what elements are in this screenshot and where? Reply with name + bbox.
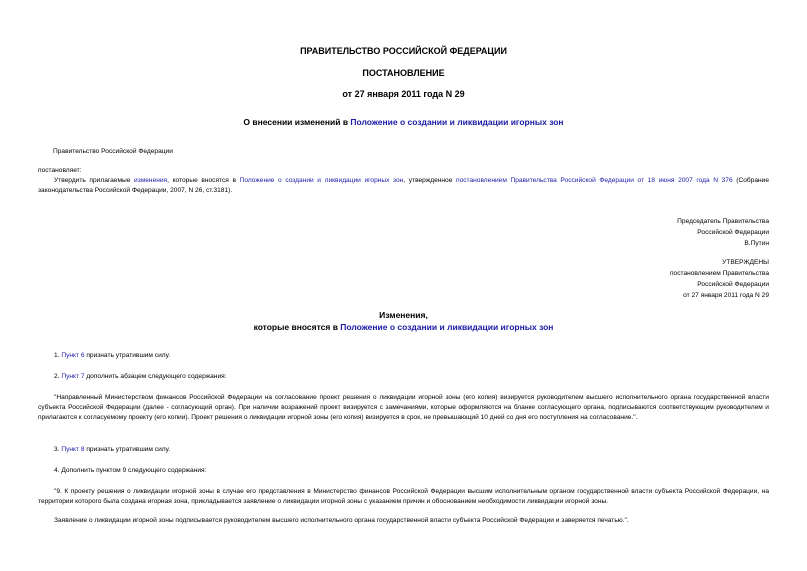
signature-block xyxy=(677,216,769,249)
approval-line-3: Российской Федерации xyxy=(697,281,769,288)
government-line: Правительство Российской Федерации xyxy=(53,148,173,155)
item-1-text: признать утратившим силу. xyxy=(84,352,171,359)
document-type: ПОСТАНОВЛЕНИЕ xyxy=(362,68,445,78)
resolution-link[interactable]: постановлением Правительства Российской Федерации от 18 июня 2007 года N 376 xyxy=(456,177,733,184)
intro-text-a: Утвердить прилагаемые xyxy=(54,177,135,184)
signature-name: В.Путин xyxy=(744,240,769,247)
approval-title: УТВЕРЖДЕНЫ xyxy=(722,259,769,266)
changes-subtitle xyxy=(0,322,807,332)
document-date-number: от 27 января 2011 года N 29 xyxy=(342,89,465,99)
changes-title: Изменения, xyxy=(379,310,428,320)
item-1-link[interactable]: Пункт 6 xyxy=(61,352,85,359)
changes-link[interactable]: изменения xyxy=(134,177,168,184)
quote-1: "Направленный Министерством финансов Российской Федерации на согласование проект решения о ликвидации игорной зоны (его копия) визируется руководителем высшего исполнительного органа государственной власти субъекта Российской Федерации (далее - согласующий орган). При наличии возражений проект визируется с замечаниями, которые оформляются на бланке согласующего органа, подписываются соответствующим руководителем и прилагаются к согласуемому проекту (его копии). Проект решения о ликвидации игорной зоны (его копия) визируется в срок, не превышающий 10 дней со дня его поступления на согласование.". xyxy=(38,394,769,421)
approval-block xyxy=(670,257,769,301)
approval-line-4: от 27 января 2011 года N 29 xyxy=(683,292,769,299)
item-3-link[interactable]: Пункт 8 xyxy=(61,446,85,453)
quote-3: Заявление о ликвидации игорной зоны подписывается руководителем высшего исполнительного органа государственной власти субъекта Российской Федерации и заверяется печатью.". xyxy=(54,517,629,524)
document-title-link[interactable]: Положение о создании и ликвидации игорных зон xyxy=(350,117,564,127)
intro-text-c: , утвержденное xyxy=(403,177,456,184)
document-title-prefix: О внесении изменений в xyxy=(243,117,351,127)
changes-subtitle-link[interactable]: Положение о создании и ликвидации игорных зон xyxy=(340,322,554,332)
item-2-number: 2. xyxy=(54,373,62,380)
regulation-link[interactable]: Положение о создании и ликвидации игорных зон xyxy=(239,177,404,184)
item-3 xyxy=(54,445,170,455)
quote-2: "9. К проекту решения о ликвидации игорной зоны в случае его представления в Министерство финансов Российской Федерации высшим исполнительным органом государственной власти субъекта Российской Федерации, на территории которого была создана игорная зона, прикладывается заявление о ликвидации игорной зоны с указанием причин и обоснованием необходимости ликвидации игорной зоны. xyxy=(38,488,769,505)
item-2-link[interactable]: Пункт 7 xyxy=(61,373,85,380)
item-1-number: 1. xyxy=(54,352,62,359)
item-2 xyxy=(54,372,227,382)
item-4: 4. Дополнить пунктом 9 следующего содержания: xyxy=(54,467,207,474)
item-3-text: признать утратившим силу. xyxy=(84,446,171,453)
document-title xyxy=(0,117,807,127)
government-heading: ПРАВИТЕЛЬСТВО РОССИЙСКОЙ ФЕДЕРАЦИИ xyxy=(300,46,507,56)
signature-position: Председатель Правительства xyxy=(677,218,769,225)
item-1 xyxy=(54,351,170,361)
signature-country: Российской Федерации xyxy=(697,229,769,236)
approval-line-2: постановлением Правительства xyxy=(669,270,769,277)
intro-text-d: (Собрание законодательства Российской Федерации, 2007, N 26, ст.3181). xyxy=(38,177,769,194)
changes-subtitle-prefix: которые вносятся в xyxy=(253,322,341,332)
intro-text-b: , которые вносятся в xyxy=(167,177,240,184)
decides-line: постановляет: xyxy=(38,167,82,174)
intro-paragraph xyxy=(38,176,769,196)
item-3-number: 3. xyxy=(54,446,62,453)
item-2-text: дополнить абзацем следующего содержания: xyxy=(84,373,227,380)
